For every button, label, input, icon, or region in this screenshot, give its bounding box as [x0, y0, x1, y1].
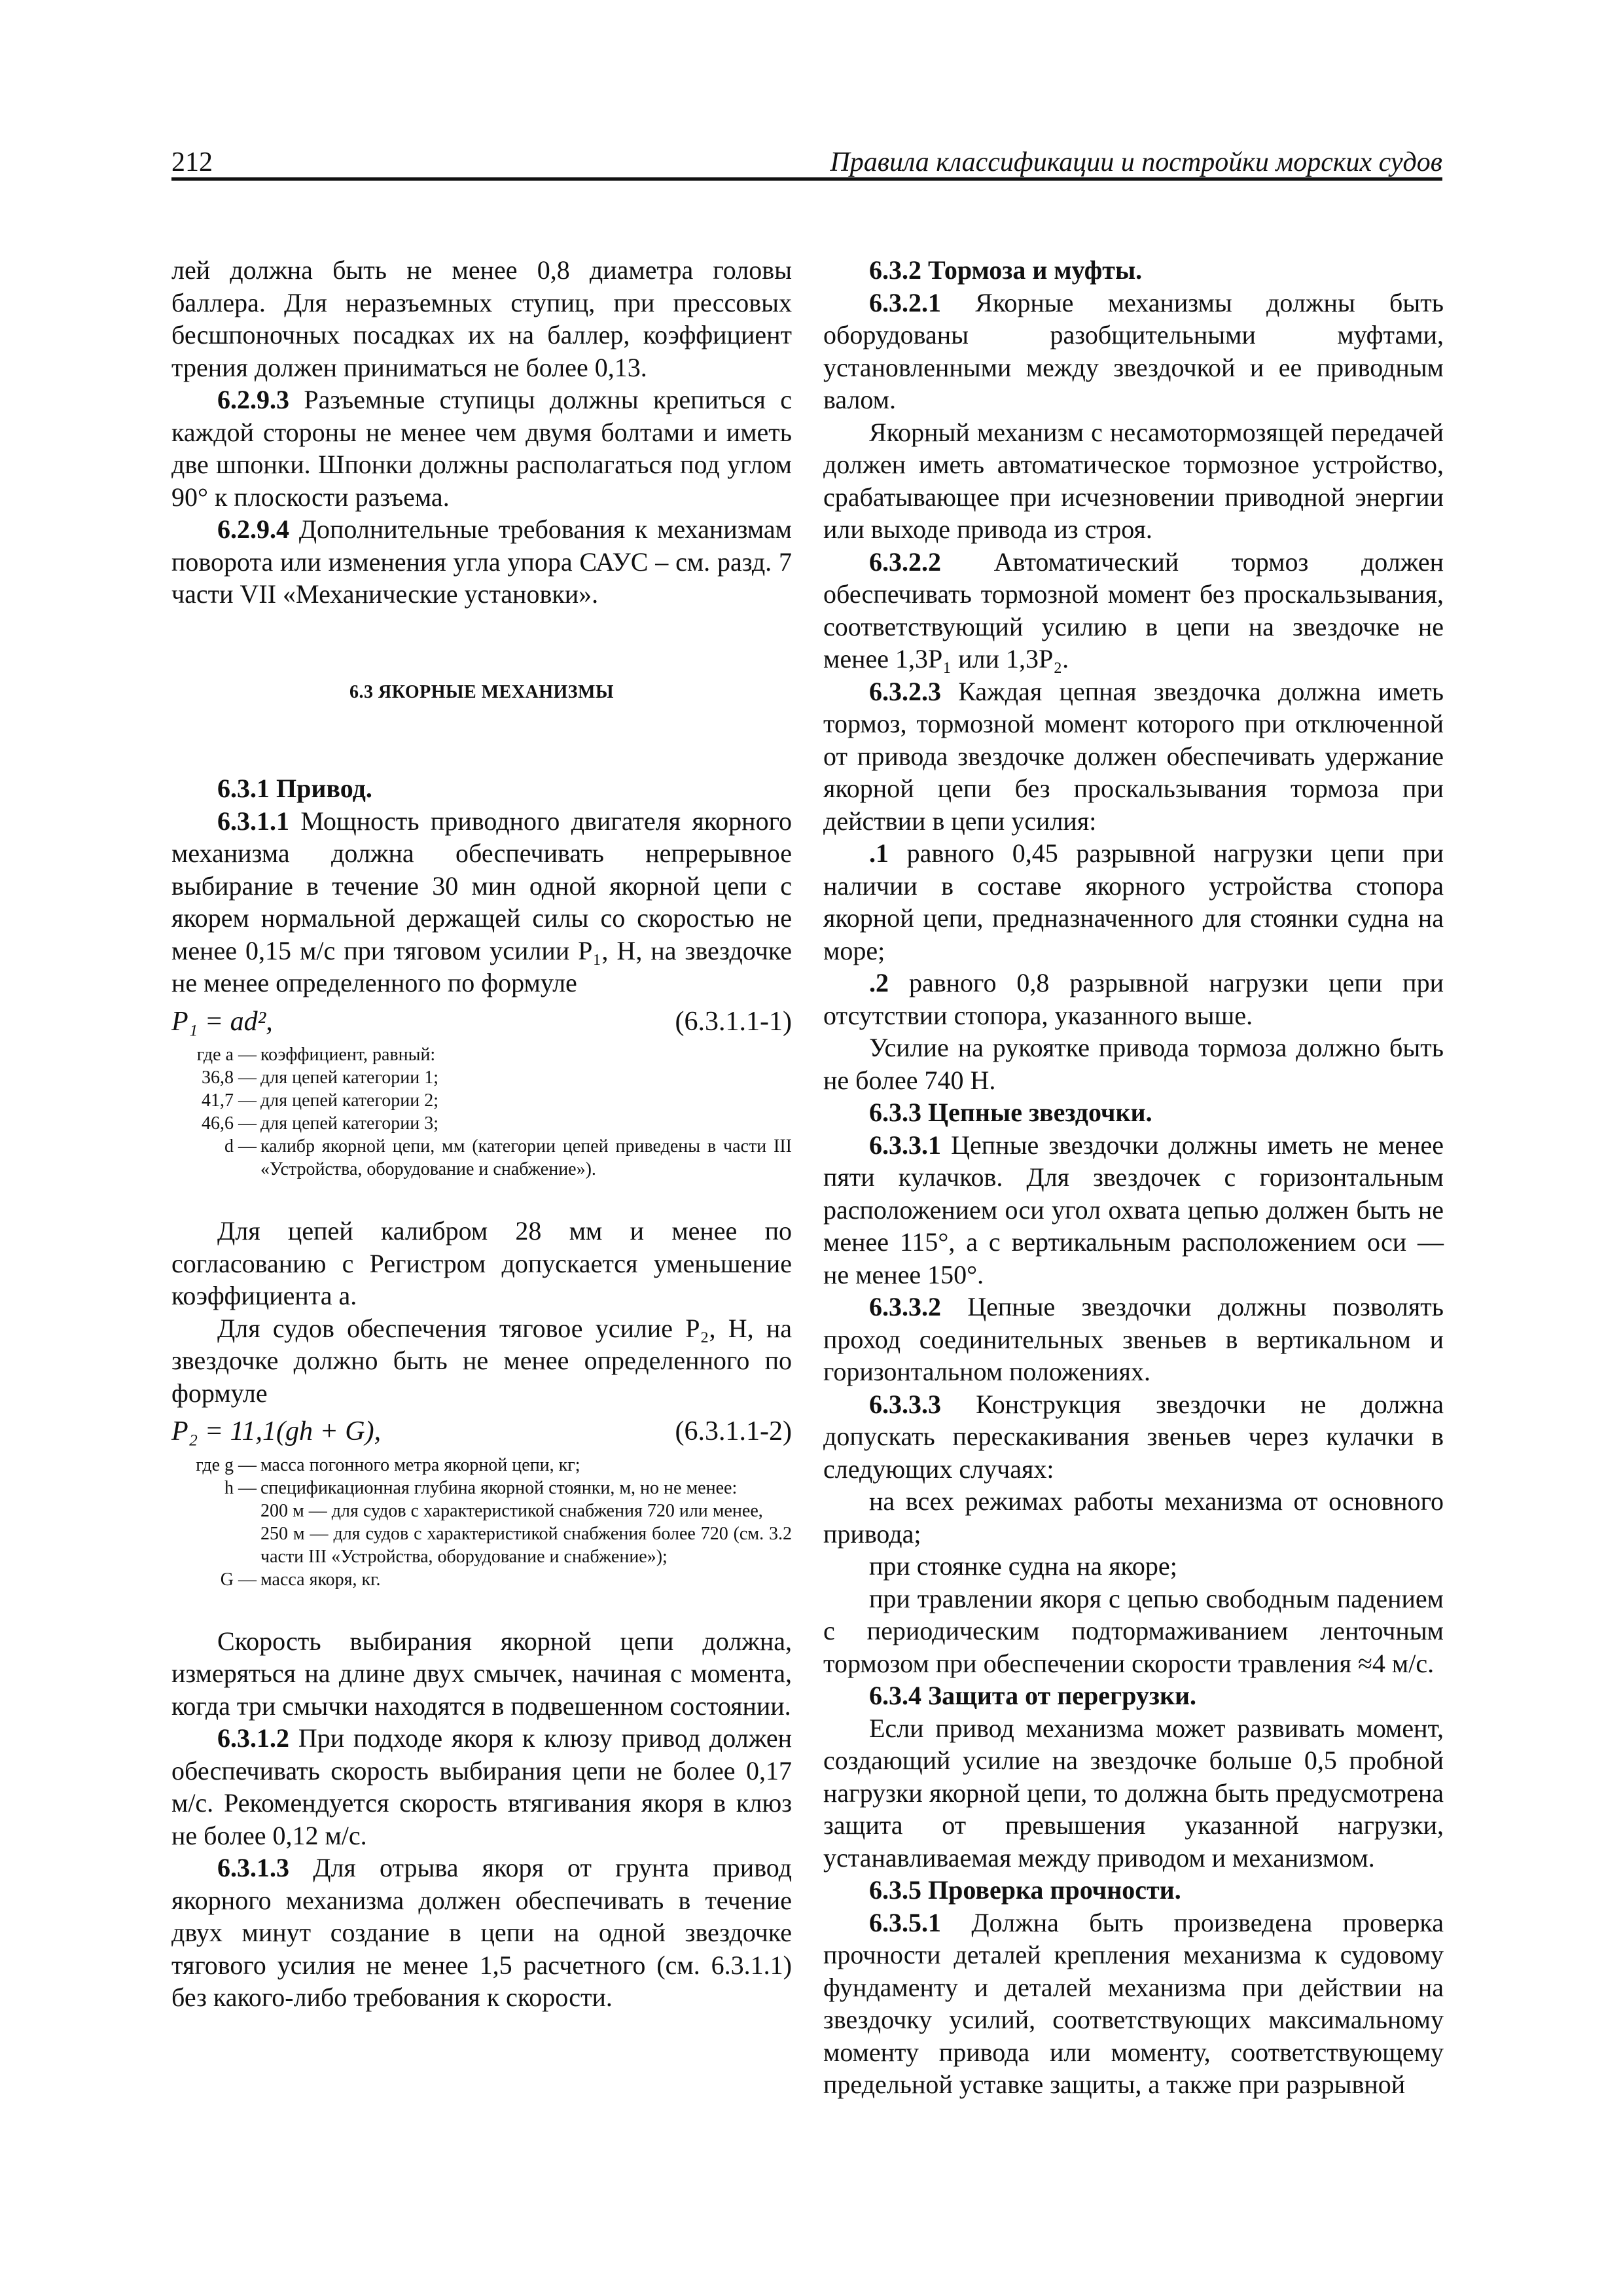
list-item: при стоянке судна на якоре; — [869, 1551, 1177, 1581]
legend-row — [171, 1477, 792, 1499]
paragraph-text: Якорные механизмы должны быть оборудованы разобщительными муфтами, установленными между звездочкой и ее приводным валом. — [823, 287, 1444, 414]
page-number: 212 — [171, 147, 213, 177]
legend-value: калибр якорной цепи, мм (категории цепей приведены в части III «Устройства, оборудование и снабжение»). — [260, 1136, 792, 1179]
paragraph-text: При подходе якоря к клюзу привод должен обеспечивать скорость выбирания цепи не более 0,17 м/с. Рекомендуется скорость втягивания якоря в клюз не более 0,12 м/с. — [171, 1723, 792, 1850]
list-number: .1 — [869, 838, 889, 868]
subsection-heading: 6.3.1 Привод. — [217, 774, 372, 803]
legend-row — [171, 1089, 792, 1112]
paragraph — [171, 384, 792, 513]
paragraph — [823, 675, 1444, 838]
formula-expression: P₁ = ad², — [171, 1006, 273, 1037]
legend-value: масса погонного метра якорной цепи, кг; — [260, 1454, 580, 1475]
legend-key: h — — [224, 1477, 257, 1498]
clause-number: 6.2.9.4 — [217, 514, 289, 544]
legend-row — [171, 1568, 792, 1591]
paragraph — [171, 805, 792, 999]
legend-row — [171, 1066, 792, 1089]
subsection-heading: 6.3.5 Проверка прочности. — [869, 1875, 1181, 1905]
paragraph — [823, 1388, 1444, 1486]
paragraph-text: Мощность приводного двигателя якорного механизма должна обеспечивать непрерывное выбирание в течение 30 мин одной якорной цепи с якорем нормальной держащей силы со скоростью не менее 0,15 м/с при тяговом усилии P₁, Н, на звездочке не менее определенного по формуле — [171, 806, 792, 997]
clause-number: 6.3.1.1 — [217, 806, 289, 836]
paragraph — [823, 287, 1444, 416]
clause-number: 6.3.2.3 — [869, 676, 941, 706]
paragraph: Скорость выбирания якорной цепи должна, измеряться на длине двух смычек, начиная с момента, когда три смычки находятся в подвешенном состоянии. — [171, 1626, 792, 1721]
paragraph-text: Цепные звездочки должны позволять проход соединительных звеньев в вертикальном и горизонтальном положениях. — [823, 1292, 1444, 1386]
clause-number: 6.3.3.1 — [869, 1130, 941, 1160]
page-header — [171, 143, 1442, 181]
clause-number: 6.3.1.2 — [217, 1723, 289, 1753]
clause-number: 6.3.2.1 — [869, 287, 941, 317]
legend-key: где a — — [196, 1045, 257, 1065]
formula — [171, 1416, 792, 1448]
paragraph — [823, 546, 1444, 675]
legend-key: 46,6 — — [202, 1113, 257, 1134]
legend-continuation: 250 м — для судов с характеристикой снабжения более 720 (см. 3.2 части III «Устройства, оборудование и снабжение»); — [260, 1523, 792, 1567]
left-column — [171, 254, 792, 2014]
right-column — [823, 254, 1444, 2101]
clause-number: 6.2.9.3 — [217, 385, 289, 414]
formula-legend — [171, 1043, 792, 1181]
list-item: на всех режимах работы механизма от основного привода; — [823, 1486, 1444, 1549]
paragraph-text: Для отрыва якоря от грунта привод якорного механизма должен обеспечивать в течение двух минут создание в цепи на одной звездочке тягового усилия не менее 1,5 расчетного (см. 6.3.1.1) без какого-либо требования к скорости. — [171, 1853, 792, 2012]
paragraph: Для судов обеспечения тяговое усилие P₂, Н, на звездочке должно быть не менее определенного по формуле — [171, 1313, 792, 1408]
legend-row — [171, 1043, 792, 1066]
paragraph-text: Разъемные ступицы должны крепиться с каждой стороны не менее чем двумя болтами и иметь две шпонки. Шпонки должны располагаться под углом 90° к плоскости разъема. — [171, 385, 792, 512]
legend-value: коэффициент, равный: — [260, 1045, 436, 1065]
running-title: Правила классификации и постройки морских судов — [830, 147, 1442, 177]
paragraph: Усилие на рукоятке привода тормоза должно быть не более 740 Н. — [823, 1033, 1444, 1095]
paragraph — [171, 1722, 792, 1852]
paragraph: лей должна быть не менее 0,8 диаметра головы баллера. Для неразъемных ступиц, при прессовых бесшпоночных посадках их на баллер, коэффициент трения должен приниматься не более 0,13. — [171, 255, 792, 382]
clause-number: 6.3.1.3 — [217, 1853, 289, 1882]
paragraph — [823, 1907, 1444, 2101]
subsection-heading: 6.3.4 Защита от перегрузки. — [869, 1681, 1197, 1710]
paragraph-text: Автоматический тормоз должен обеспечивать тормозной момент без проскальзывания, соответствующий усилию в цепи на звездочке не менее 1,3P₁ или 1,3P₂. — [823, 547, 1444, 673]
legend-value: для цепей категории 2; — [260, 1090, 438, 1111]
list-number: .2 — [869, 968, 889, 997]
legend-key: 36,8 — — [202, 1067, 257, 1088]
clause-number: 6.3.2.2 — [869, 547, 941, 577]
header-rule — [171, 177, 1442, 181]
paragraph: Если привод механизма может развивать момент, создающий усилие на звездочке больше 0,5 пробной нагрузки якорной цепи, то должна быть предусмотрена защита от превышения указанной нагрузки, устанавливаемая между приводом и механизмом. — [823, 1713, 1444, 1873]
legend-value: для цепей категории 1; — [260, 1067, 438, 1088]
legend-row — [171, 1112, 792, 1135]
legend-row — [171, 1454, 792, 1477]
subsection-heading: 6.3.2 Тормоза и муфты. — [869, 255, 1143, 285]
legend-key: d — — [224, 1136, 257, 1157]
clause-number: 6.3.5.1 — [869, 1907, 941, 1937]
paragraph-text: Конструкция звездочки не должна допускать перескакивания звеньев через кулачки в следующих случаях: — [823, 1389, 1444, 1484]
paragraph-text: Каждая цепная звездочка должна иметь тормоз, тормозной момент которого при отключенной от привода звездочке должен обеспечивать удержание якорной цепи без проскальзывания тормоза при действии в цепи усилия: — [823, 676, 1444, 836]
legend-value: масса якоря, кг. — [260, 1569, 381, 1590]
legend-continuation: 200 м — для судов с характеристикой снабжения 720 или менее, — [260, 1500, 763, 1521]
paragraph: Якорный механизм с несамотормозящей передачей должен иметь автоматическое тормозное устройство, срабатывающее при исчезновении приводной энергии или выходе привода из строя. — [823, 417, 1444, 544]
list-text: равного 0,8 разрывной нагрузки цепи при отсутствии стопора, указанного выше. — [823, 968, 1444, 1030]
paragraph — [823, 1291, 1444, 1388]
paragraph: Для цепей калибром 28 мм и менее по согласованию с Регистром допускается уменьшение коэффициента a. — [171, 1216, 792, 1310]
section-title: 6.3 ЯКОРНЫЕ МЕХАНИЗМЫ — [349, 681, 614, 702]
paragraph-text: Дополнительные требования к механизмам поворота или изменения угла упора САУС – см. разд. 7 части VII «Механические установки». — [171, 514, 792, 609]
subsection-heading: 6.3.3 Цепные звездочки. — [869, 1098, 1152, 1127]
paragraph — [171, 1852, 792, 2014]
clause-number: 6.3.3.2 — [869, 1292, 941, 1321]
formula-expression: P₂ = 11,1(gh + G), — [171, 1416, 382, 1446]
legend-key: G — — [220, 1569, 257, 1590]
formula-legend — [171, 1454, 792, 1591]
formula — [171, 1006, 792, 1039]
legend-key: 41,7 — — [202, 1090, 257, 1111]
list-item — [823, 967, 1444, 1031]
formula-number: (6.3.1.1-2) — [675, 1416, 792, 1446]
legend-value: для цепей категории 3; — [260, 1113, 438, 1134]
paragraph — [171, 513, 792, 611]
legend-key: где g — — [196, 1454, 257, 1475]
clause-number: 6.3.3.3 — [869, 1389, 941, 1419]
paragraph-text: Цепные звездочки должны иметь не менее пяти кулачков. Для звездочек с горизонтальным расположением оси угол охвата цепью должен быть не менее 115°, а с вертикальным расположением оси — не менее 150°. — [823, 1130, 1444, 1289]
paragraph — [823, 1129, 1444, 1291]
list-item — [823, 837, 1444, 967]
list-item: при травлении якоря с цепью свободным падением с периодическим подтормаживанием ленточным тормозом при обеспечении скорости травления ≈4 м/с. — [823, 1583, 1444, 1678]
legend-value: спецификационная глубина якорной стоянки, м, но не менее: — [260, 1477, 738, 1498]
formula-number: (6.3.1.1-1) — [675, 1006, 792, 1037]
legend-row — [171, 1135, 792, 1181]
paragraph-text: Должна быть произведена проверка прочности деталей крепления механизма к судовому фундаменту и деталей механизма при действии на звездочку усилий, соответствующих максимальному моменту привода или моменту, соответствующему предельной уставке защиты, а также при разрывной — [823, 1907, 1444, 2099]
list-text: равного 0,45 разрывной нагрузки цепи при наличии в составе якорного устройства стопора якорной цепи, предназначенного для стоянки судна на море; — [823, 838, 1444, 965]
